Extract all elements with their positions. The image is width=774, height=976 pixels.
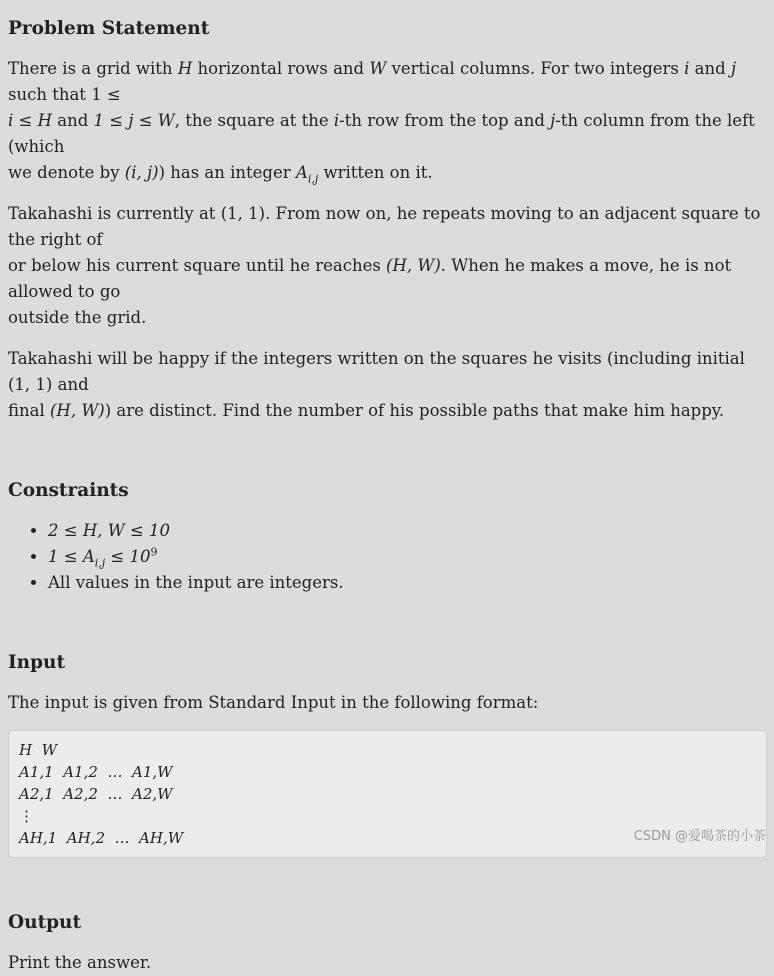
- list-item: • $1 \le A_{i,j} \le 10^9$: [48, 544, 763, 570]
- problem-paragraph-3: Takahashi will be happy if the integers written on the squares he visits (including initial (1, 1) and final (H, W)) are distinct. Find the number of his possible paths that make him happy.: [8, 349, 745, 420]
- input-heading: Input: [8, 652, 66, 673]
- input-description: The input is given from Standard Input in the following format:: [8, 693, 539, 712]
- constraints-list: [8, 518, 763, 596]
- format-line: H W: [19, 741, 58, 759]
- format-line: A1,1 A1,2 … A1,W: [19, 763, 173, 781]
- output-heading: Output: [8, 912, 82, 933]
- problem-statement-heading: Problem Statement: [8, 18, 210, 39]
- constraints-heading: Constraints: [8, 480, 129, 501]
- format-line: AH,1 AH,2 … AH,W: [19, 829, 184, 847]
- output-description: Print the answer.: [8, 953, 152, 972]
- format-line: ⋮: [19, 807, 34, 825]
- list-item: • 2 ≤ H, W ≤ 10: [48, 518, 763, 544]
- watermark: CSDN @爱喝茶的小茶: [633, 829, 766, 844]
- list-item: • All values in the input are integers.: [48, 570, 763, 596]
- format-line: A2,1 A2,2 … A2,W: [19, 785, 173, 803]
- problem-paragraph-1: There is a grid with H horizontal rows and W vertical columns. For two integers i and j such that 1 ≤ i ≤ H and 1 ≤ j ≤ W, the square at the i-th row from the top and j-th column from the left (which we denote by (i, j)) has an integer $A_{i,j}$ written on it.: [8, 59, 755, 186]
- problem-paragraph-2: Takahashi is currently at (1, 1). From now on, he repeats moving to an adjacent square to the right of or below his current square until he reaches (H, W). When he makes a move, he is not allowed to go outside the grid.: [8, 204, 761, 327]
